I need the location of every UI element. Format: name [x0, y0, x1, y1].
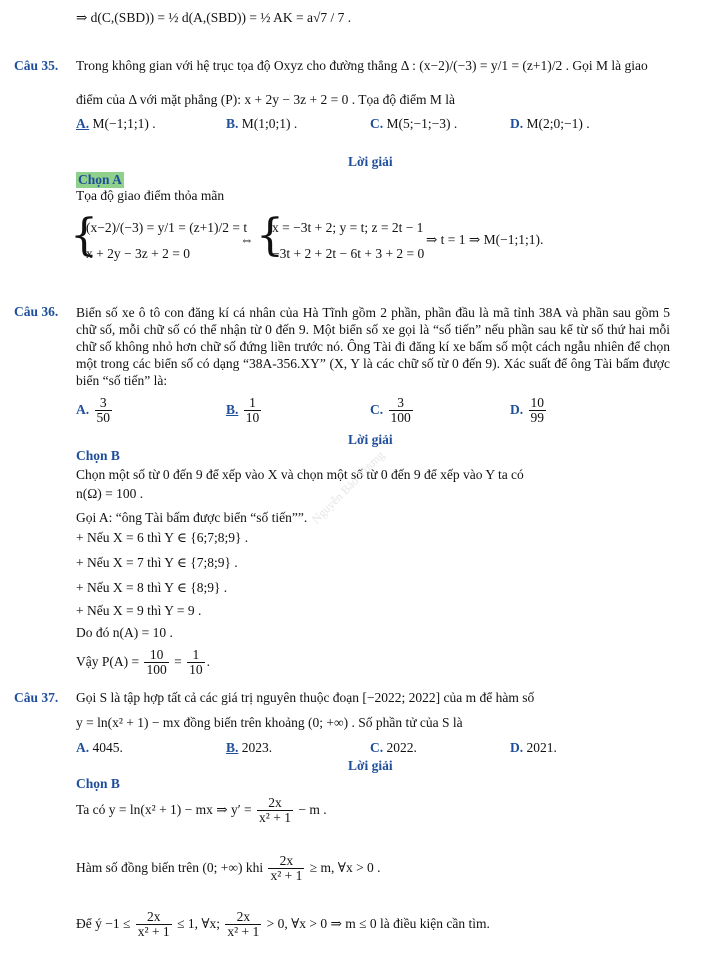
question-35-number: Câu 35.	[14, 58, 59, 73]
q36-probability-line: Vậy P(A) = $\frac{10}{100}$ = $\frac{1}{10}$ .	[76, 647, 210, 678]
equivalence-icon: ⇔	[240, 232, 254, 247]
q36-solution-line2: n(Ω) = 100 .	[76, 486, 144, 501]
condition-suffix: ≥ m, ∀x > 0 .	[309, 859, 381, 875]
q37-option-b	[226, 740, 272, 756]
q37-solution-line2	[76, 854, 381, 883]
option-label: C.	[370, 401, 384, 417]
system-left-eq2: x + 2y − 3z + 2 = 0	[86, 246, 190, 261]
option-fraction	[529, 396, 547, 425]
q36-option-a	[76, 396, 114, 425]
bound-suffix: > 0, ∀x > 0 ⇒ m ≤ 0 là điều kiện cần tìm.	[266, 915, 490, 931]
q36-solution-line3: Gọi A: “ông Tài bấm được biển “số tiến””.	[76, 510, 308, 525]
option-fraction	[244, 396, 262, 425]
derivative-prefix: Ta có y = ln(x² + 1) − mx ⇒ y′ =	[76, 801, 252, 817]
denominator: 10	[245, 410, 260, 426]
bound-middle: ≤ 1, ∀x;	[177, 915, 220, 931]
numerator: 2x	[225, 910, 261, 925]
q36-option-c	[370, 396, 415, 425]
denominator: x² + 1	[259, 810, 291, 826]
derivative-suffix: − m .	[298, 801, 327, 817]
numerator: 2x	[136, 910, 172, 925]
q35-option-a	[76, 116, 156, 132]
q36-chosen-answer: Chọn B	[76, 448, 120, 463]
q36-case-1: + Nếu X = 6 thì Y ∈ {6;7;8;9} .	[76, 530, 249, 545]
numerator: 10	[144, 648, 168, 663]
option-value: M(1;0;1) .	[241, 116, 298, 131]
q36-solution-line1: Chọn một số từ 0 đến 9 để xếp vào X và chọn một số từ 0 đến 9 để xếp vào Y ta có	[76, 467, 524, 482]
system-right-eq1: x = −3t + 2; y = t; z = 2t − 1	[272, 220, 424, 235]
q36-option-d	[510, 396, 548, 425]
q37-solution-title: Lời giải	[348, 758, 393, 773]
q35-option-c	[370, 116, 457, 132]
top-formula-line: ⇒ d(C,(SBD)) = ½ d(A,(SBD)) = ½ AK = a√7 / 7 .	[76, 10, 352, 25]
numerator: 2x	[257, 796, 293, 811]
option-fraction	[95, 396, 113, 425]
q35-solution-title: Lời giải	[348, 154, 393, 169]
option-value: M(2;0;−1) .	[526, 116, 590, 131]
left-brace-icon: {	[70, 210, 98, 261]
denominator: 99	[530, 410, 544, 426]
bound-fraction-1	[136, 910, 172, 939]
q35-chosen-answer: Chọn A	[78, 172, 122, 187]
q37-option-a	[76, 740, 123, 756]
option-label: B.	[226, 740, 239, 755]
option-label: A.	[76, 401, 90, 417]
numerator: 1	[187, 648, 205, 663]
numerator: 2x	[268, 854, 304, 869]
q36-case-4: + Nếu X = 9 thì Y = 9 .	[76, 603, 202, 618]
question-36-number: Câu 36.	[14, 304, 59, 319]
q35-solution-line1: Tọa độ giao điểm thỏa mãn	[76, 188, 225, 203]
bound-fraction-2	[225, 910, 261, 939]
q37-option-d	[510, 740, 557, 756]
q37-solution-line1	[76, 796, 327, 825]
right-brace-icon: {	[256, 210, 284, 261]
condition-prefix: Hàm số đồng biến trên (0; +∞) khi	[76, 859, 264, 875]
question-37-text-line2: y = ln(x² + 1) − mx đồng biến trên khoảng (0; +∞) . Số phần tử của S là	[76, 715, 463, 730]
q37-chosen-answer: Chọn B	[76, 776, 120, 791]
system-result: ⇒ t = 1 ⇒ M(−1;1;1).	[426, 232, 544, 247]
option-label: C.	[370, 740, 384, 755]
q37-option-c	[370, 740, 417, 756]
option-value: 2023.	[241, 740, 273, 755]
probability-fraction-1	[144, 648, 168, 677]
option-label: B.	[226, 401, 239, 417]
denominator: 50	[96, 410, 110, 426]
option-fraction	[389, 396, 413, 425]
option-value: M(−1;1;1) .	[92, 116, 156, 131]
option-value: 2021.	[526, 740, 557, 755]
denominator: 100	[146, 662, 167, 678]
bound-prefix: Để ý −1 ≤	[76, 915, 131, 931]
system-left-eq1: (x−2)/(−3) = y/1 = (z+1)/2 = t	[86, 220, 248, 235]
option-label: D.	[510, 740, 524, 755]
option-label: D.	[510, 401, 524, 417]
question-35-text-line1: Trong không gian với hệ trục tọa độ Oxyz cho đường thẳng Δ : (x−2)/(−3) = y/1 = (z+1)/2 . Gọi M là giao	[76, 58, 648, 73]
question-37-text-line1: Gọi S là tập hợp tất cả các giá trị nguyên thuộc đoạn [−2022; 2022] của m để hàm số	[76, 690, 535, 705]
derivative-fraction	[257, 796, 293, 825]
denominator: 10	[189, 662, 203, 678]
option-label: D.	[510, 116, 524, 131]
denominator: x² + 1	[227, 924, 260, 940]
question-35-text-line2: điểm của Δ với mặt phẳng (P): x + 2y − 3z + 2 = 0 . Tọa độ điểm M là	[76, 92, 455, 107]
option-value: 4045.	[92, 740, 123, 755]
q36-case-2: + Nếu X = 7 thì Y ∈ {7;8;9} .	[76, 555, 238, 570]
option-label: A.	[76, 116, 90, 131]
q36-solution-title: Lời giải	[348, 432, 393, 447]
q36-case-3: + Nếu X = 8 thì Y ∈ {8;9} .	[76, 580, 228, 595]
numerator: 3	[389, 396, 413, 411]
option-label: A.	[76, 740, 90, 755]
q37-solution-line3	[76, 910, 490, 939]
question-36-text: Biển số xe ô tô con đăng kí cá nhân của Hà Tĩnh gồm 2 phần, phần đầu là mã tỉnh 38A và phần sau gồm 5 chữ số, mỗi chữ số có thể nhận từ 0 đến 9. Một biển số xe gọi là “số tiến” nếu phần sau kể từ số thứ hai mỗi chữ số không nhỏ hơn chữ số đứng liền trước nó. Ông Tài đi đăng kí xe bấm số một cách ngẫu nhiên để chọn một trong các biển số có dạng “38A-356.XY” (X, Y là các chữ số từ 0 đến 9). Xác suất để ông Tài bấm được biển “số tiến” là:	[76, 305, 670, 388]
q36-option-b	[226, 396, 263, 425]
q36-solution-line4: Do đó n(A) = 10 .	[76, 625, 173, 640]
denominator: 100	[390, 410, 411, 426]
probability-fraction-2	[187, 648, 205, 677]
probability-prefix: Vậy P(A) =	[76, 653, 140, 669]
condition-fraction	[268, 854, 304, 883]
denominator: x² + 1	[137, 924, 170, 940]
option-label: B.	[226, 116, 239, 131]
watermark: Nguyễn Bảo Vương	[308, 448, 388, 527]
option-value: M(5;−1;−3) .	[386, 116, 458, 131]
q35-option-b	[226, 116, 297, 132]
numerator: 10	[530, 395, 544, 410]
numerator: 1	[244, 396, 262, 411]
denominator: x² + 1	[270, 868, 303, 884]
q35-option-d	[510, 116, 590, 132]
question-37-number: Câu 37.	[14, 690, 59, 705]
numerator: 3	[95, 396, 113, 411]
system-right-eq2: −3t + 2 + 2t − 6t + 3 + 2 = 0	[272, 246, 425, 261]
option-value: 2022.	[386, 740, 417, 755]
option-label: C.	[370, 116, 384, 131]
